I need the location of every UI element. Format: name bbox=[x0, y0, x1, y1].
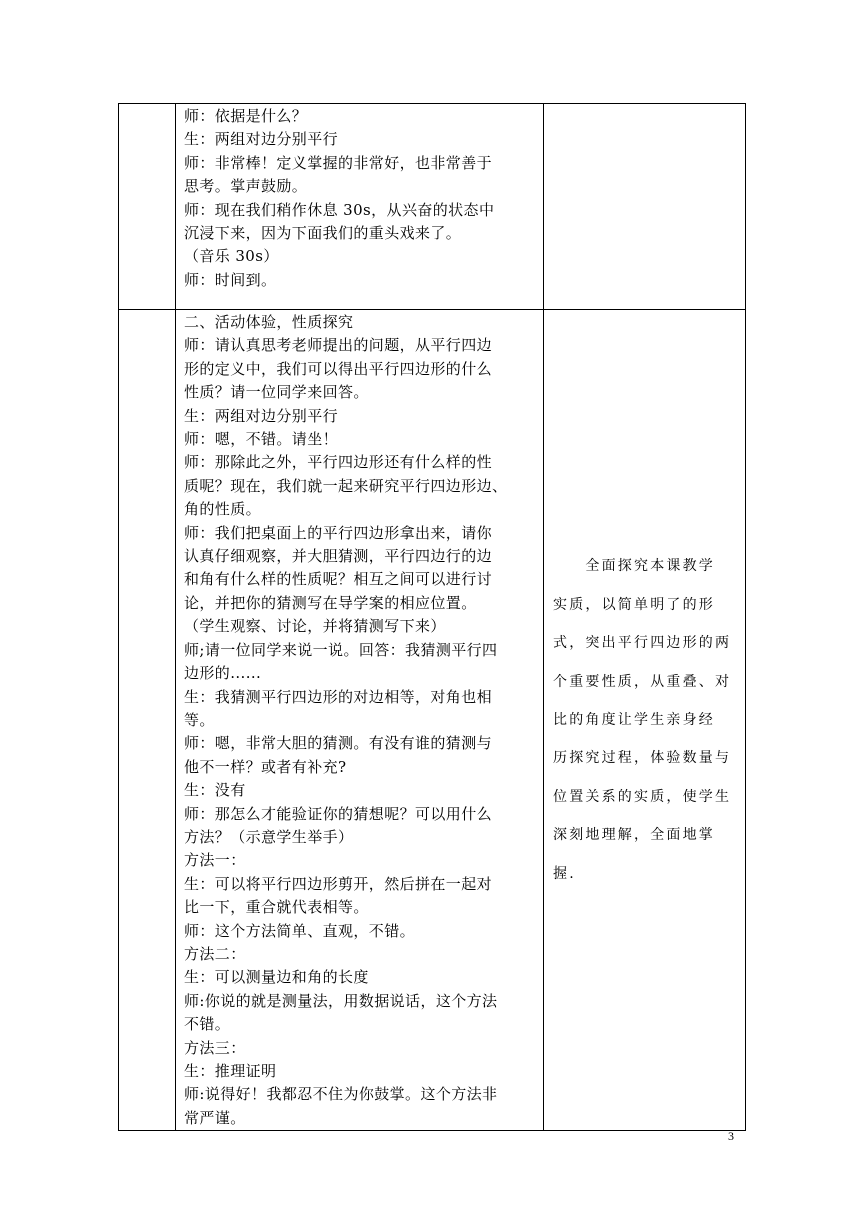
text-line: 方法三： bbox=[184, 1038, 246, 1057]
text-line: （音乐 30s） bbox=[184, 247, 279, 266]
text-line: 历探究过程，体验数量与 bbox=[553, 750, 732, 767]
text-line: 二、活动体验，性质探究 bbox=[184, 313, 354, 331]
text-line: 比的角度让学生亲身经 bbox=[553, 711, 715, 728]
text-line: 边形的...... bbox=[184, 664, 262, 683]
text-line: 角的性质。 bbox=[184, 500, 262, 519]
text-line: 师：请认真思考老师提出的问题，从平行四边 bbox=[184, 336, 493, 355]
text-line: 个重要性质，从重叠、对 bbox=[553, 673, 732, 690]
text-line: 师:说得好！我都忍不住为你鼓掌。这个方法非 bbox=[184, 1085, 498, 1104]
text-line: 他不一样？或者有补充? bbox=[184, 757, 347, 776]
text-line: 师：非常棒！定义掌握的非常好，也非常善于 bbox=[184, 153, 493, 172]
text-line: 生：我猜测平行四边形的对边相等，对角也相 bbox=[184, 687, 493, 706]
text-line: 师;请一位同学来说一说。回答：我猜测平行四 bbox=[184, 640, 498, 659]
text-line: 生：推理证明 bbox=[184, 1062, 277, 1080]
text-line: 思考。掌声鼓励。 bbox=[184, 177, 308, 196]
blank-cell bbox=[119, 310, 176, 1131]
text-line: 师：嗯，非常大胆的猜测。有没有谁的猜测与 bbox=[184, 734, 493, 753]
text-line: 师：那除此之外，平行四边形还有什么样的性 bbox=[184, 453, 493, 472]
text-line: 认真仔细观察，并大胆猜测，平行四边行的边 bbox=[184, 547, 493, 566]
text-line: 等。 bbox=[184, 710, 215, 729]
text-line: 握. bbox=[553, 865, 576, 882]
text-line: 比一下，重合就代表相等。 bbox=[184, 898, 369, 917]
table-row bbox=[119, 310, 746, 1131]
dialogue-cell bbox=[176, 310, 544, 1131]
text-line: 生：没有 bbox=[184, 781, 246, 800]
text-line: 方法二： bbox=[184, 944, 246, 963]
text-line: 形的定义中，我们可以得出平行四边形的什么 bbox=[184, 359, 493, 378]
text-line: 位置关系的实质，使学生 bbox=[553, 788, 732, 805]
text-line: 师：我们把桌面上的平行四边形拿出来，请你 bbox=[184, 523, 493, 542]
text-line: 常严谨。 bbox=[184, 1108, 246, 1127]
dialogue-text bbox=[176, 104, 543, 292]
text-line: 师:你说的就是测量法，用数据说话，这个方法 bbox=[184, 991, 498, 1010]
text-line: 生：可以测量边和角的长度 bbox=[184, 968, 369, 987]
text-line: 和角有什么样的性质呢？相互之间可以进行讨 bbox=[184, 570, 493, 589]
text-line: 师：这个方法简单、直观，不错。 bbox=[184, 921, 416, 940]
text-line: 式，突出平行四边形的两 bbox=[553, 635, 732, 652]
note-cell bbox=[544, 310, 746, 1131]
text-line: 性质？请一位同学来回答。 bbox=[184, 383, 369, 402]
text-line: 师：嗯，不错。请坐！ bbox=[184, 430, 339, 449]
text-line: 全面探究本课教学 bbox=[553, 558, 715, 575]
text-line: 生：可以将平行四边形剪开，然后拼在一起对 bbox=[184, 874, 493, 893]
text-line: 论，并把你的猜测写在导学案的相应位置。 bbox=[184, 593, 477, 612]
dialogue-text bbox=[176, 310, 543, 1130]
blank-cell bbox=[119, 104, 176, 310]
text-line: 方法一： bbox=[184, 851, 246, 870]
page-number: 3 bbox=[728, 1129, 734, 1143]
text-line: 深刻地理解，全面地掌 bbox=[553, 827, 715, 844]
text-line: 沉浸下来，因为下面我们的重头戏来了。 bbox=[184, 224, 462, 243]
text-line: 实质，以简单明了的形 bbox=[553, 596, 715, 613]
text-line: （学生观察、讨论，并将猜测写下来） bbox=[184, 617, 446, 636]
text-line: 质呢？现在，我们就一起来研究平行四边形边、 bbox=[184, 476, 508, 495]
text-line: 生：两组对边分别平行 bbox=[184, 406, 339, 425]
text-line: 师：依据是什么？ bbox=[184, 107, 308, 125]
text-line: 师：现在我们稍作休息 30s，从兴奋的状态中 bbox=[184, 200, 495, 219]
text-line: 生：两组对边分别平行 bbox=[184, 130, 339, 149]
text-line: 方法？（示意学生举手） bbox=[184, 827, 354, 846]
lesson-plan-table bbox=[118, 103, 746, 1131]
text-line: 师：时间到。 bbox=[184, 270, 277, 289]
note-cell bbox=[544, 104, 746, 310]
design-intent-note bbox=[544, 547, 745, 893]
dialogue-cell bbox=[176, 104, 544, 310]
text-line: 不错。 bbox=[184, 1015, 231, 1034]
table-row bbox=[119, 104, 746, 310]
text-line: 师：那怎么才能验证你的猜想呢？可以用什么 bbox=[184, 804, 493, 823]
